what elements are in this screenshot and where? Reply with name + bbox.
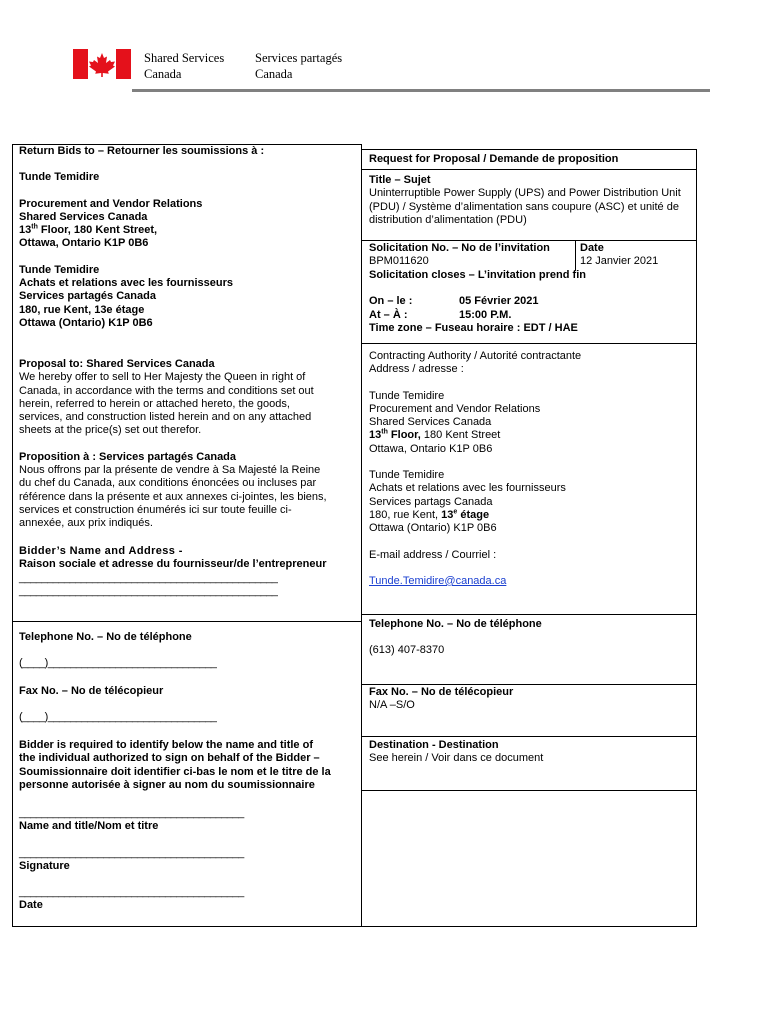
date-section bbox=[580, 242, 695, 269]
date-value: 12 Janvier 2021 bbox=[580, 255, 659, 268]
bidder-name-label-en: Bidder’s Name and Address - bbox=[19, 545, 183, 557]
proposal-fr-line: du chef du Canada, aux conditions énoncées ou incluses par bbox=[19, 477, 317, 490]
name-title-label: Name and title/Nom et titre bbox=[19, 820, 159, 833]
proposal-en-line: We hereby offer to sell to Her Majesty the Queen in right of bbox=[19, 371, 306, 384]
email-link[interactable]: Tunde.Temidire@canada.ca bbox=[369, 574, 507, 587]
authority-fr-city: Ottawa (Ontario) K1P 0B6 bbox=[369, 522, 497, 535]
header-fr-line2: Canada bbox=[255, 67, 293, 81]
proposal-fr-title: Proposition à : Services partagés Canada bbox=[19, 450, 237, 463]
signature-block bbox=[19, 807, 359, 913]
header-en-line2: Canada bbox=[144, 67, 182, 81]
name-title-field[interactable]: ________________________________________ bbox=[19, 807, 244, 819]
date-label-right: Date bbox=[580, 242, 604, 254]
proposal-en-line: Canada, in accordance with the terms and conditions set out bbox=[19, 384, 314, 397]
rfp-title: Request for Proposal / Demande de proposition bbox=[369, 153, 619, 165]
header-english bbox=[144, 50, 224, 82]
return-bids-title: Return Bids to – Retourner les soumissions à : bbox=[19, 145, 265, 157]
destination-value: See herein / Voir dans ce document bbox=[369, 752, 544, 765]
destination-label: Destination - Destination bbox=[369, 739, 499, 751]
return-fr-dept: Achats et relations avec les fournisseurs bbox=[19, 277, 233, 290]
title-line: distribution d’alimentation (PDU) bbox=[369, 213, 527, 226]
proposal-en-line: sheets at the price(s) set out therefor. bbox=[19, 424, 202, 437]
proposal-en-line: services, and construction listed herein and on any attached bbox=[19, 411, 312, 424]
title-line: Uninterruptible Power Supply (UPS) and Power Distribution Unit bbox=[369, 187, 681, 200]
authority-fr-dept: Achats et relations avec les fournisseurs bbox=[369, 482, 566, 495]
bidder-name-field-1[interactable]: ______________________________________________ bbox=[19, 571, 278, 584]
bidder-phone-label: Telephone No. – No de téléphone bbox=[19, 631, 192, 643]
proposal-section bbox=[19, 358, 359, 531]
proposal-fr-line: Nous offrons par la présente de vendre à Sa Majesté la Reine bbox=[19, 464, 321, 477]
header-french bbox=[255, 50, 342, 82]
at-value: 15:00 P.M. bbox=[459, 308, 512, 321]
canada-flag-logo bbox=[73, 49, 131, 79]
bidder-fax-label: Fax No. – No de télécopieur bbox=[19, 685, 164, 697]
return-en-city: Ottawa, Ontario K1P 0B6 bbox=[19, 237, 149, 250]
authority-en-city: Ottawa, Ontario K1P 0B6 bbox=[369, 442, 493, 455]
return-en-org: Shared Services Canada bbox=[19, 210, 148, 223]
return-contact-name: Tunde Temidire bbox=[19, 171, 100, 184]
closes-label: Solicitation closes – L’invitation prend fin bbox=[369, 269, 586, 281]
title-line: (PDU) / Système d’alimentation sans coupure (ASC) et unité de bbox=[369, 200, 679, 213]
authorized-line: personne autorisée à signer au nom du soumissionnaire bbox=[19, 778, 315, 791]
proposal-fr-line: référence dans la présente et aux annexes ci-jointes, les biens, bbox=[19, 490, 327, 503]
solicitation-section bbox=[369, 242, 573, 269]
return-fr-street: 180, rue Kent, 13e étage bbox=[19, 303, 145, 316]
proposal-en-title: Proposal to: Shared Services Canada bbox=[19, 358, 215, 370]
bidder-phone-field[interactable]: (____)______________________________ bbox=[19, 657, 217, 670]
return-bids-section bbox=[19, 145, 359, 330]
email-label: E-mail address / Courriel : bbox=[369, 548, 497, 561]
bidder-phone-section bbox=[19, 631, 359, 671]
header-divider bbox=[132, 89, 710, 92]
authority-fax-value: N/A –S/O bbox=[369, 699, 415, 712]
destination-section bbox=[369, 739, 695, 766]
return-fr-city: Ottawa (Ontario) K1P 0B6 bbox=[19, 316, 153, 329]
authority-fr-street: 180, rue Kent, 13e étage bbox=[369, 508, 490, 521]
closing-on-row bbox=[369, 295, 695, 308]
at-label: At – À : bbox=[369, 308, 408, 321]
header-fr-line1: Services partagés bbox=[255, 51, 343, 65]
bidder-fax-section bbox=[19, 685, 359, 725]
authority-contact-name: Tunde Temidire bbox=[369, 389, 445, 402]
on-label: On – le : bbox=[369, 295, 413, 308]
contracting-authority-section bbox=[369, 350, 695, 588]
authority-contact-name-fr: Tunde Temidire bbox=[369, 469, 445, 482]
proposal-fr-line: services et construction énumérés ici sur toute feuille ci- bbox=[19, 503, 292, 516]
authority-en-dept: Procurement and Vendor Relations bbox=[369, 402, 541, 415]
authority-fax-label: Fax No. – No de télécopieur bbox=[369, 686, 514, 698]
return-fr-org: Services partagés Canada bbox=[19, 290, 156, 303]
bidder-name-label-fr: Raison sociale et adresse du fournisseur/de l’entrepreneur bbox=[19, 558, 327, 571]
bidder-name-field-2[interactable]: ______________________________________________ bbox=[19, 584, 278, 597]
authority-phone-value: (613) 407-8370 bbox=[369, 644, 445, 657]
solicitation-label: Solicitation No. – No de l’invitation bbox=[369, 242, 550, 254]
closing-section bbox=[369, 269, 695, 335]
authority-phone-label: Telephone No. – No de téléphone bbox=[369, 618, 542, 630]
closing-at-row bbox=[369, 309, 695, 322]
authority-phone-section bbox=[369, 618, 695, 658]
proposal-en-line: herein, referred to herein or attached hereto, the goods, bbox=[19, 397, 290, 410]
return-contact-name-fr: Tunde Temidire bbox=[19, 263, 100, 276]
bidder-name-section bbox=[19, 545, 359, 598]
on-value: 05 Février 2021 bbox=[459, 295, 539, 308]
timezone: Time zone – Fuseau horaire : EDT / HAE bbox=[369, 321, 578, 334]
proposal-fr-line: annexée, aux prix indiqués. bbox=[19, 517, 153, 530]
authority-label: Contracting Authority / Autorité contractante bbox=[369, 350, 582, 362]
date-field[interactable]: ________________________________________ bbox=[19, 886, 244, 899]
bidder-fax-field[interactable]: (____)______________________________ bbox=[19, 711, 217, 724]
title-label: Title – Sujet bbox=[369, 174, 431, 186]
return-en-street: 13th Floor, 180 Kent Street, bbox=[19, 223, 158, 237]
date-label: Date bbox=[19, 899, 43, 912]
authorized-line: Bidder is required to identify below the name and title of bbox=[19, 739, 313, 751]
solicitation-number: BPM011620 bbox=[369, 255, 429, 268]
authorized-line: Soumissionnaire doit identifier ci-bas le nom et le titre de la bbox=[19, 765, 331, 778]
authority-fax-section bbox=[369, 686, 695, 713]
authorized-signer-section bbox=[19, 739, 359, 792]
authorized-line: the individual authorized to sign on behalf of the Bidder – bbox=[19, 752, 320, 765]
signature-field[interactable]: ________________________________________ bbox=[19, 846, 244, 859]
return-en-dept: Procurement and Vendor Relations bbox=[19, 197, 203, 210]
signature-label: Signature bbox=[19, 859, 70, 872]
authority-en-street: 13th Floor, 180 Kent Street bbox=[369, 428, 501, 442]
authority-en-org: Shared Services Canada bbox=[369, 416, 492, 429]
authority-fr-org: Services partags Canada bbox=[369, 495, 493, 508]
header-en-line1: Shared Services bbox=[144, 51, 225, 65]
authority-address-label: Address / adresse : bbox=[369, 363, 464, 376]
title-section bbox=[369, 174, 695, 227]
